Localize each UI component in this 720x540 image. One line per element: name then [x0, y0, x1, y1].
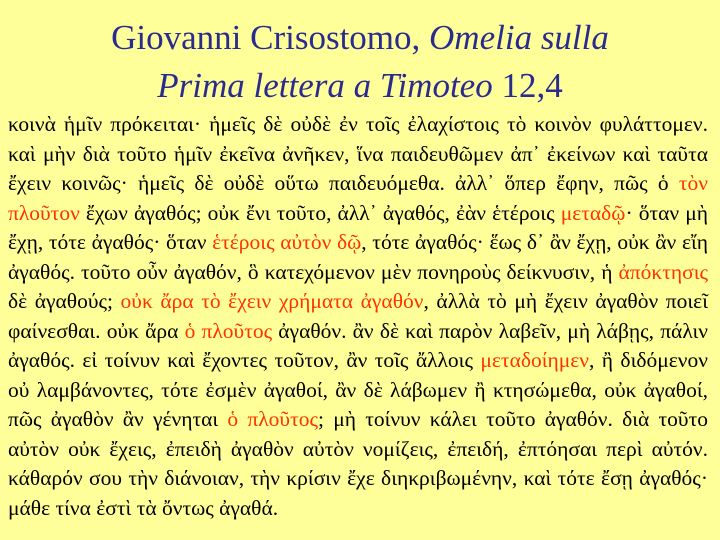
passage-segment: δὲ ἀγαθούς;	[8, 289, 121, 313]
title-work-part1: Omelia sulla	[429, 18, 609, 57]
greek-passage	[8, 110, 708, 523]
title-reference: 12,4	[492, 66, 563, 105]
highlighted-phrase: ἀπόκτησις	[618, 259, 708, 284]
highlighted-phrase: τὸν πλοῦτον	[8, 171, 708, 225]
highlighted-phrase: οὐκ ἄρα τὸ ἔχειν χρήματα ἀγαθόν	[120, 289, 424, 313]
highlighted-phrase: μεταδῷ	[560, 200, 626, 225]
passage-segment: ; μὴ τοίνυν κάλει τοῦτο ἀγαθόν. διὰ τοῦτο αὐτὸν οὐκ ἔχεις, ἐπειδὴ ἀγαθὸν αὐτὸν νομίζεις, ἐπειδή, ἐπτόησαι περὶ αὐτόν. κάθαρόν σου τὴν διάνοιαν, τὴν κρίσιν ἔχε διηκριβωμένην, καὶ τότε ἔσῃ ἀγαθός· μάθε τίνα ἐστὶ τὰ ὄντως ἀγαθά.	[8, 407, 708, 520]
highlighted-phrase: ἑτέροις αὐτὸν δῷ	[212, 230, 362, 254]
passage-segment: κοινὰ ἡμῖν πρόκειται· ἡμεῖς δὲ οὐδὲ ἐν τοῖς ἐλαχίστοις τὸ κοινὸν φυλάττομεν. καὶ μὴν διὰ τοῦτο ἡμῖν ἐκεῖνα ἀνῆκεν, ἵνα παιδευθῶμεν ἀπ᾽ ἐκείνων καὶ ταῦτα ἔχειν κοινῶς· ἡμεῖς δὲ οὐδὲ οὕτω παιδευόμεθα. ἀλλ᾽ ὅπερ ἔφην, πῶς ὁ	[8, 112, 708, 195]
title-work-part2: Prima lettera a Timoteo	[157, 66, 493, 105]
passage-segment: ἔχων ἀγαθός; οὐκ ἔνι τοῦτο, ἀλλ᾽ ἀγαθός, ἐὰν ἑτέροις	[79, 200, 561, 225]
highlighted-phrase: ὁ πλοῦτος	[227, 407, 318, 431]
passage-segment: · ὅταν μὴ ἔχῃ, τότε ἀγαθός· ὅταν	[8, 200, 708, 254]
slide-title	[10, 14, 710, 110]
title-author: Giovanni Crisostomo,	[111, 18, 430, 57]
highlighted-phrase: ὁ πλοῦτος	[184, 318, 273, 343]
passage-segment: , ἀλλὰ τὸ μὴ ἔχειν ἀγαθὸν ποιεῖ φαίνεσθαι. οὐκ ἄρα	[8, 289, 708, 343]
passage-segment: , ἢ διδόμενον οὐ λαμβάνοντες, τότε ἐσμὲν ἀγαθοί, ἂν δὲ λάβωμεν ἢ κτησώμεθα, οὐκ ἀγαθοί, πῶς ἀγαθὸν ἂν γένηται	[8, 348, 708, 431]
passage-segment: ἀγαθόν. ἂν δὲ καὶ παρὸν λαβεῖν, μὴ λάβῃς, πάλιν ἀγαθός. εἰ τοίνυν καὶ ἔχοντες τοῦτον, ἂν τοῖς ἄλλοις	[8, 318, 708, 372]
highlighted-phrase: μεταδοίημεν	[480, 348, 590, 372]
passage-segment: , τότε ἀγαθός· ἕως δ᾽ ἂν ἔχῃ, οὐκ ἂν εἴη ἀγαθός. τοῦτο οὖν ἀγαθόν, ὃ κατεχόμενον μὲν πονηροὺς δείκνυσιν, ἡ	[8, 230, 708, 284]
